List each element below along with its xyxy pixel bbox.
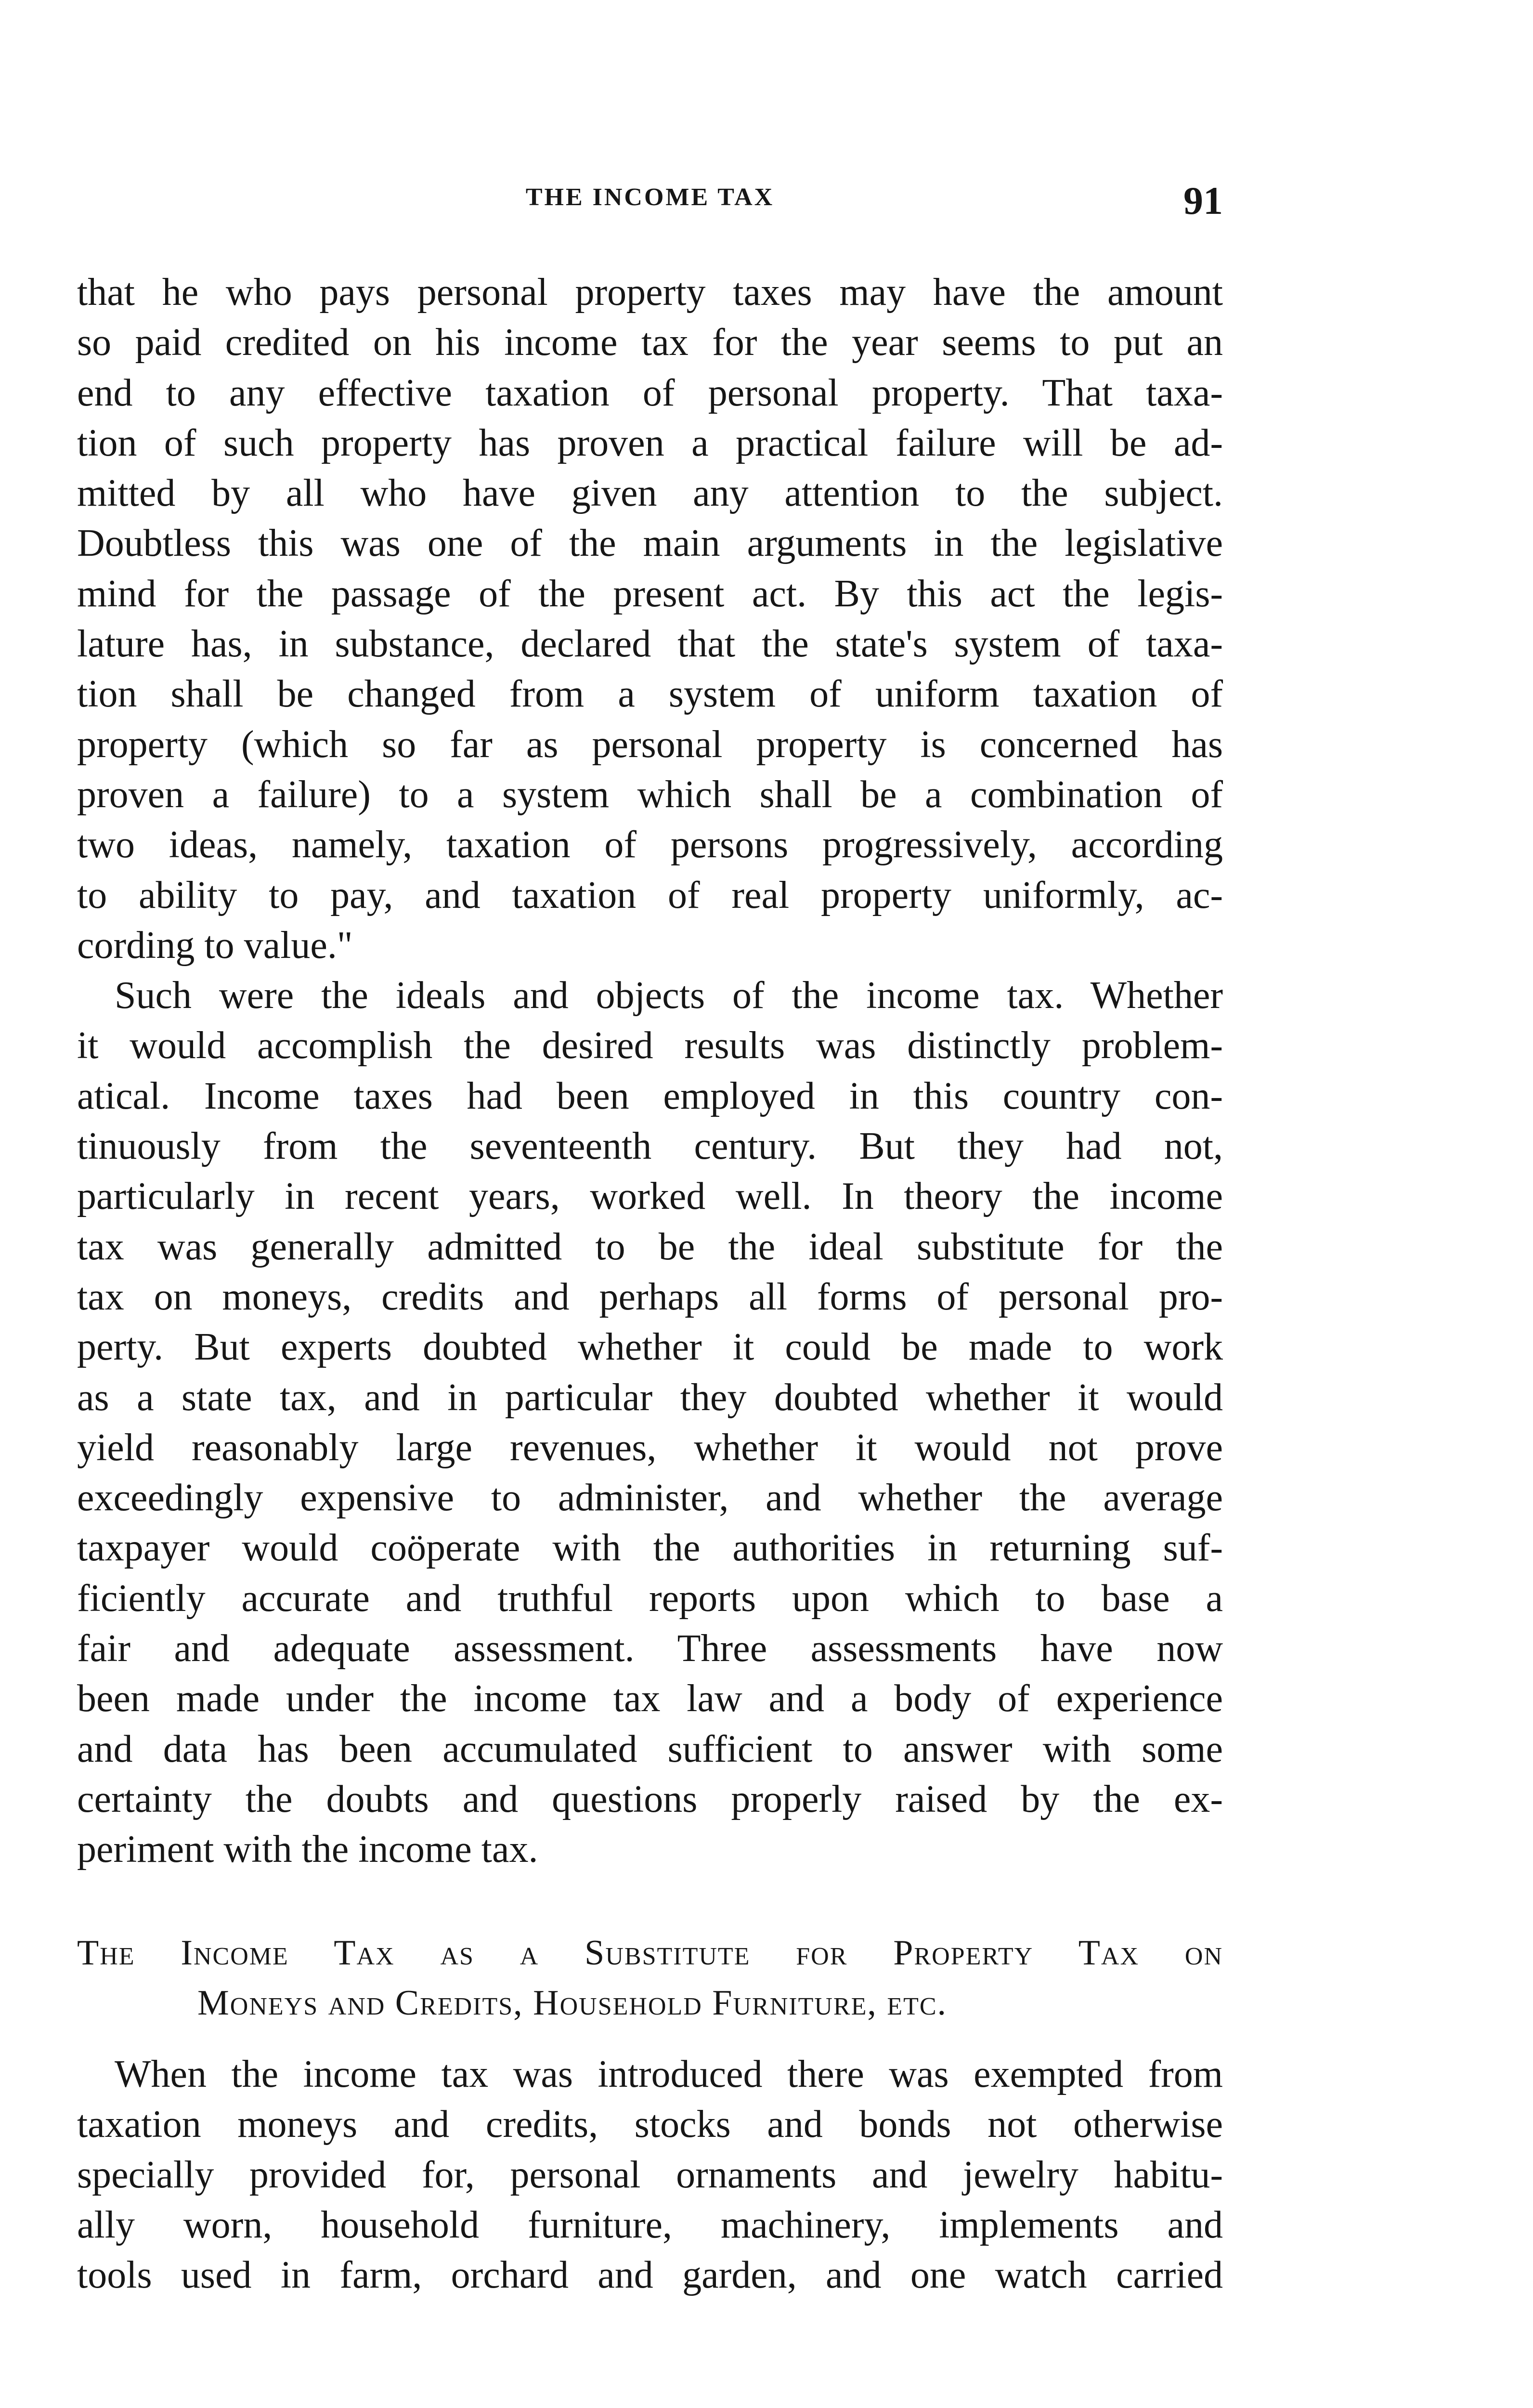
text-line: cording to value." [77, 924, 353, 967]
text-line: ficiently accurate and truthful reports upon which to base a [77, 1577, 1223, 1620]
text-line: property (which so far as personal property is concerned has [77, 723, 1223, 766]
text-line: to ability to pay, and taxation of real property uniformly, ac- [77, 874, 1223, 916]
text-line: tools used in farm, orchard and garden, and one watch carried [77, 2254, 1223, 2297]
text-line: periment with the income tax. [77, 1828, 538, 1871]
text-line: tion shall be changed from a system of uniform taxation of [77, 673, 1223, 716]
text-line: particularly in recent years, worked well. In theory the income [77, 1175, 1223, 1218]
section-heading [77, 1928, 1223, 2028]
text-line: tax was generally admitted to be the ideal substitute for the [77, 1225, 1223, 1268]
text-line: two ideas, namely, taxation of persons progressively, according [77, 824, 1223, 866]
text-line: and data has been accumulated sufficient to answer with some [77, 1727, 1223, 1770]
text-line: it would accomplish the desired results was distinctly problem- [77, 1024, 1223, 1067]
paragraph-2 [77, 970, 1223, 1874]
paragraph-3 [77, 2049, 1223, 2300]
text-line: tion of such property has proven a practical failure will be ad- [77, 421, 1223, 464]
text-line: Such were the ideals and objects of the income tax. Whether [115, 974, 1223, 1017]
section-heading-line-2: Moneys and Credits, Household Furniture, etc. [197, 1983, 948, 2023]
text-line: certainty the doubts and questions properly raised by the ex- [77, 1778, 1223, 1820]
paragraph-1 [77, 267, 1223, 970]
text-line: so paid credited on his income tax for the year seems to put an [77, 321, 1223, 364]
text-line: yield reasonably large revenues, whether it would not prove [77, 1426, 1223, 1469]
text-line: fair and adequate assessment. Three assessments have now [77, 1627, 1223, 1670]
section-heading-line-1: The Income Tax as a Substitute for Property Tax on [77, 1933, 1223, 1973]
text-line: exceedingly expensive to administer, and whether the average [77, 1477, 1223, 1519]
text-line: specially provided for, personal ornaments and jewelry habitu- [77, 2153, 1223, 2196]
text-line: atical. Income taxes had been employed in this country con- [77, 1074, 1223, 1117]
text-line: tax on moneys, credits and perhaps all forms of personal pro- [77, 1275, 1223, 1318]
text-line: mind for the passage of the present act. By this act the legis- [77, 572, 1223, 615]
text-line: taxpayer would coöperate with the authorities in returning suf- [77, 1527, 1223, 1570]
text-line: proven a failure) to a system which shall be a combination of [77, 773, 1223, 816]
text-line: mitted by all who have given any attention to the subject. [77, 472, 1223, 515]
text-line: as a state tax, and in particular they doubted whether it would [77, 1376, 1223, 1419]
page-number: 91 [1183, 179, 1223, 222]
text-line: end to any effective taxation of personal property. That taxa- [77, 371, 1223, 414]
text-line: When the income tax was introduced there was exempted from [115, 2053, 1223, 2095]
text-line: been made under the income tax law and a body of experience [77, 1677, 1223, 1720]
running-header [77, 178, 1223, 236]
text-line: Doubtless this was one of the main arguments in the legislative [77, 522, 1223, 565]
text-line: perty. But experts doubted whether it could be made to work [77, 1326, 1223, 1369]
text-line: tinuously from the seventeenth century. But they had not, [77, 1125, 1223, 1168]
text-line: taxation moneys and credits, stocks and bonds not otherwise [77, 2103, 1223, 2146]
text-line: that he who pays personal property taxes may have the amount [77, 271, 1223, 314]
text-line: lature has, in substance, declared that the state's system of taxa- [77, 623, 1223, 666]
body-text [77, 267, 1223, 1875]
running-title: THE INCOME TAX [525, 183, 775, 211]
text-line: ally worn, household furniture, machinery, implements and [77, 2203, 1223, 2246]
